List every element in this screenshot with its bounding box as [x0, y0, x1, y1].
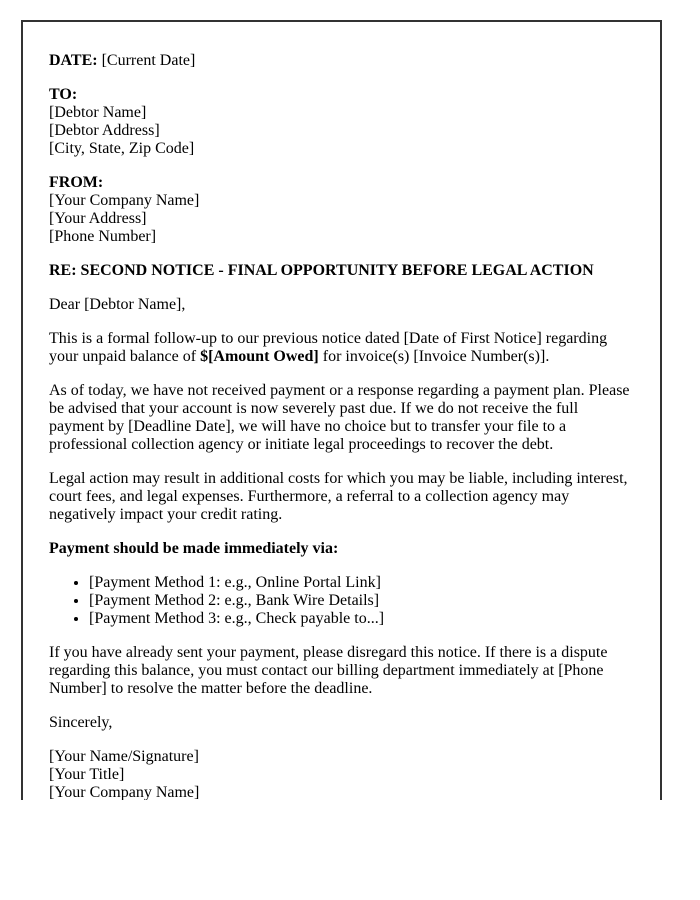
amount-owed: $[Amount Owed] [200, 348, 319, 365]
date-value: [Current Date] [101, 52, 196, 69]
to-debtor-address: [Debtor Address] [49, 122, 160, 139]
letter-frame [21, 20, 662, 800]
payment-heading [49, 540, 634, 558]
signature-name: [Your Name/Signature] [49, 748, 199, 765]
payment-method-item: • [Payment Method 2: e.g., Bank Wire Details] [89, 592, 634, 610]
payment-method-item: • [Payment Method 1: e.g., Online Portal Link] [89, 574, 634, 592]
payment-heading-text: Payment should be made immediately via: [49, 540, 339, 557]
paragraph-legal-costs: Legal action may result in additional costs for which you may be liable, including interest, court fees, and legal expenses. Furthermore, a referral to a collection agency may negatively impact your credit rating. [49, 470, 628, 523]
paragraph-disregard: If you have already sent your payment, please disregard this notice. If there is a dispute regarding this balance, you must contact our billing department immediately at [Phone Number] to resolve the matter before the deadline. [49, 644, 608, 697]
to-debtor-name: [Debtor Name] [49, 104, 147, 121]
paragraph-followup-pre: This is a formal follow-up to our previous notice dated [Date of First Notice] regarding your unpaid balance of [49, 330, 608, 365]
payment-method-item: • [Payment Method 3: e.g., Check payable to...] [89, 610, 634, 628]
to-label: TO: [49, 86, 78, 103]
signature-title: [Your Title] [49, 766, 125, 783]
from-company-name: [Your Company Name] [49, 192, 200, 209]
from-label: FROM: [49, 174, 104, 191]
paragraph-past-due: As of today, we have not received payment or a response regarding a payment plan. Please be advised that your account is now severely past due. If we do not receive the full payment by [Deadline Date], we will have no choice but to transfer your file to a professional collection agency or initiate legal proceedings to recover the debt. [49, 382, 630, 453]
date-label: DATE: [49, 52, 98, 69]
date-line [49, 52, 634, 70]
to-city-state-zip: [City, State, Zip Code] [49, 140, 195, 157]
subject-text: RE: SECOND NOTICE - FINAL OPPORTUNITY BEFORE LEGAL ACTION [49, 262, 594, 279]
signature-block [49, 748, 634, 800]
from-address: [Your Address] [49, 210, 147, 227]
paragraph-followup [49, 330, 634, 366]
signature-company: [Your Company Name] [49, 784, 200, 800]
closing: Sincerely, [49, 714, 113, 731]
to-block [49, 86, 634, 158]
from-block [49, 174, 634, 246]
payment-methods-list [49, 574, 634, 628]
salutation: Dear [Debtor Name], [49, 296, 186, 313]
from-phone-number: [Phone Number] [49, 228, 157, 245]
subject-line [49, 262, 634, 280]
paragraph-followup-post: for invoice(s) [Invoice Number(s)]. [318, 348, 550, 365]
